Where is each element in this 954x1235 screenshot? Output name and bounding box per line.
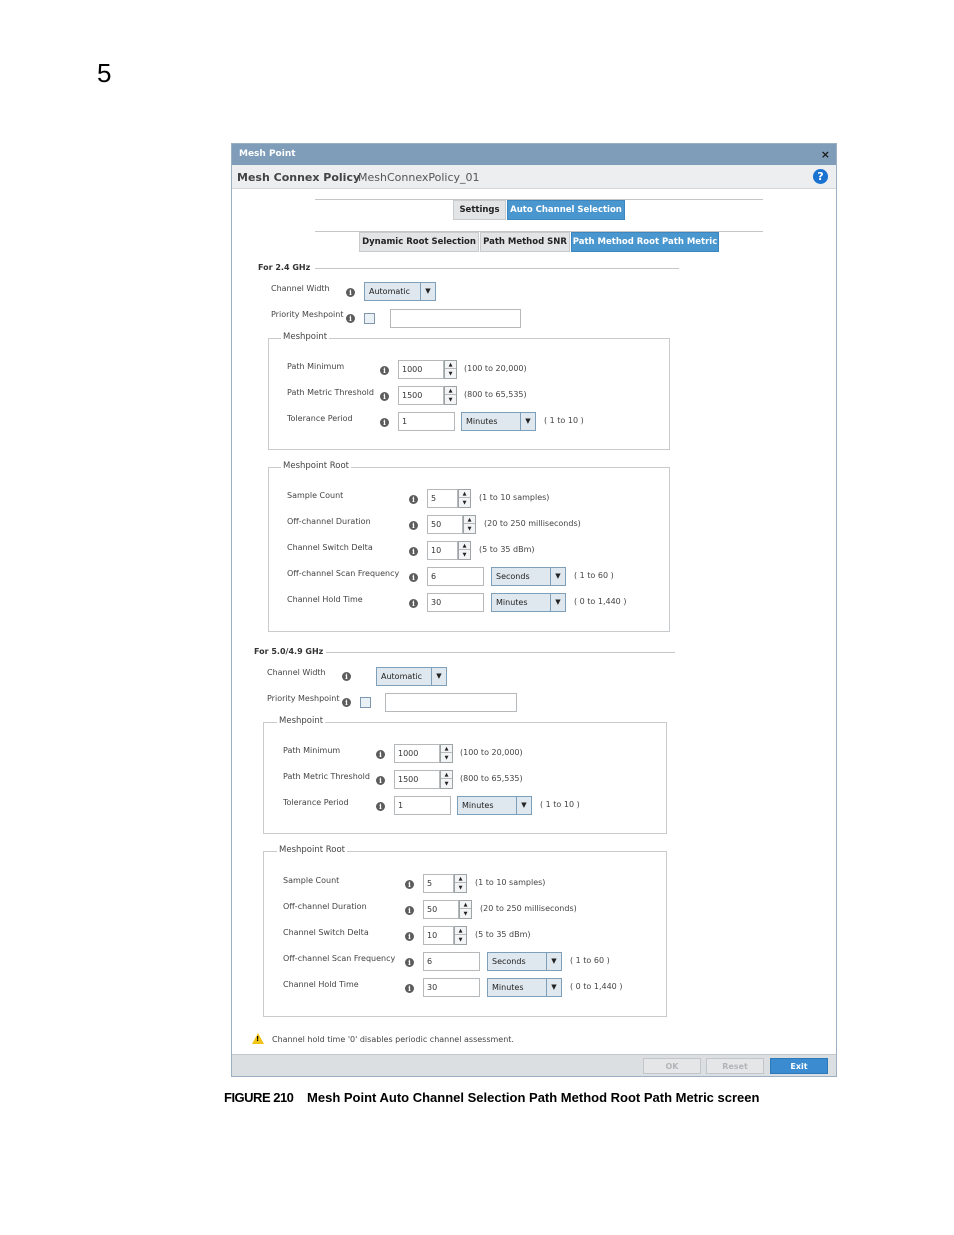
off-channel-scan-frequency-range: ( 1 to 60 ) xyxy=(570,956,610,965)
off-channel-scan-frequency-unit: Seconds xyxy=(492,957,526,966)
band-5-title: For 5.0/4.9 GHz xyxy=(254,647,324,656)
meshpoint-root-group-title: Meshpoint Root xyxy=(279,845,346,855)
info-icon[interactable]: i xyxy=(405,958,414,967)
info-icon[interactable]: i xyxy=(405,880,414,889)
off-channel-scan-frequency-unit-select[interactable] xyxy=(491,567,566,586)
band-24-title: For 2.4 GHz xyxy=(258,263,311,272)
sample-count-input[interactable]: 5 xyxy=(427,489,458,508)
info-icon[interactable]: i xyxy=(380,366,389,375)
help-icon[interactable]: ? xyxy=(813,169,828,184)
meshpoint-group-title: Meshpoint xyxy=(283,332,328,342)
channel-hold-time-range: ( 0 to 1,440 ) xyxy=(574,597,627,606)
priority-meshpoint-checkbox[interactable] xyxy=(360,697,371,708)
tolerance-period-unit-select[interactable] xyxy=(457,796,532,815)
ok-button[interactable]: OK xyxy=(643,1058,701,1074)
channel-width-select[interactable] xyxy=(364,282,436,301)
path-minimum-range: (100 to 20,000) xyxy=(464,364,527,373)
policy-label: Mesh Connex Policy xyxy=(237,171,361,184)
info-icon[interactable]: i xyxy=(376,776,385,785)
info-icon[interactable]: i xyxy=(342,698,351,707)
channel-hold-time-input[interactable]: 30 xyxy=(427,593,484,612)
info-icon[interactable]: i xyxy=(405,906,414,915)
info-icon[interactable]: i xyxy=(405,932,414,941)
dialog-title-bar xyxy=(232,144,836,165)
chevron-down-icon: ▼ xyxy=(546,979,561,996)
path-minimum-label: Path Minimum xyxy=(283,746,341,755)
sample-count-range: (1 to 10 samples) xyxy=(479,493,550,502)
spinner-arrows-icon[interactable]: ▲ ▼ xyxy=(440,770,453,789)
path-metric-threshold-range: (800 to 65,535) xyxy=(460,774,523,783)
info-icon[interactable]: i xyxy=(376,750,385,759)
tolerance-period-range: ( 1 to 10 ) xyxy=(544,416,584,425)
figure-number: FIGURE 210 xyxy=(224,1090,294,1105)
spinner-arrows-icon[interactable]: ▲ ▼ xyxy=(458,489,471,508)
path-minimum-input[interactable]: 1000 xyxy=(394,744,440,763)
channel-hold-time-label: Channel Hold Time xyxy=(287,595,363,604)
channel-switch-delta-input[interactable]: 10 xyxy=(427,541,458,560)
off-channel-duration-range: (20 to 250 milliseconds) xyxy=(480,904,577,913)
off-channel-scan-frequency-label: Off-channel Scan Frequency xyxy=(283,954,396,963)
priority-meshpoint-label: Priority Meshpoint xyxy=(267,694,340,703)
chevron-down-icon: ▼ xyxy=(520,413,535,430)
info-icon[interactable]: i xyxy=(346,288,355,297)
info-icon[interactable]: i xyxy=(376,802,385,811)
spinner-arrows-icon[interactable]: ▲ ▼ xyxy=(459,900,472,919)
tolerance-period-input[interactable]: 1 xyxy=(398,412,455,431)
tab-auto-channel-selection[interactable]: Auto Channel Selection xyxy=(507,200,625,220)
off-channel-duration-label: Off-channel Duration xyxy=(283,902,367,911)
off-channel-duration-input[interactable]: 50 xyxy=(427,515,463,534)
chevron-down-icon: ▼ xyxy=(516,797,531,814)
path-minimum-input[interactable]: 1000 xyxy=(398,360,444,379)
channel-hold-time-unit-select[interactable] xyxy=(491,593,566,612)
info-icon[interactable]: i xyxy=(346,314,355,323)
tolerance-period-label: Tolerance Period xyxy=(287,414,353,423)
spinner-arrows-icon[interactable]: ▲ ▼ xyxy=(458,541,471,560)
page-number: 5 xyxy=(97,58,112,88)
info-icon[interactable]: i xyxy=(409,573,418,582)
priority-meshpoint-label: Priority Meshpoint xyxy=(271,310,344,319)
dialog-footer xyxy=(232,1054,836,1076)
meshpoint-group-title: Meshpoint xyxy=(279,716,324,726)
info-icon[interactable]: i xyxy=(405,984,414,993)
path-metric-threshold-input[interactable]: 1500 xyxy=(394,770,440,789)
chevron-down-icon: ▼ xyxy=(431,668,446,685)
channel-hold-time-label: Channel Hold Time xyxy=(283,980,359,989)
tab-path-method-root-path-metric[interactable]: Path Method Root Path Metric xyxy=(571,232,719,252)
info-icon[interactable]: i xyxy=(409,547,418,556)
channel-hold-time-range: ( 0 to 1,440 ) xyxy=(570,982,623,991)
off-channel-scan-frequency-range: ( 1 to 60 ) xyxy=(574,571,614,580)
channel-switch-delta-range: (5 to 35 dBm) xyxy=(479,545,535,554)
channel-width-value: Automatic xyxy=(369,287,411,296)
sample-count-label: Sample Count xyxy=(283,876,340,885)
info-icon[interactable]: i xyxy=(409,521,418,530)
spinner-arrows-icon[interactable]: ▲ ▼ xyxy=(444,386,457,405)
chevron-down-icon: ▼ xyxy=(420,283,435,300)
channel-switch-delta-input[interactable]: 10 xyxy=(423,926,454,945)
channel-width-value: Automatic xyxy=(381,672,423,681)
exit-button[interactable]: Exit xyxy=(770,1058,828,1074)
path-minimum-range: (100 to 20,000) xyxy=(460,748,523,757)
channel-width-label: Channel Width xyxy=(271,284,330,293)
tab-dynamic-root-selection[interactable]: Dynamic Root Selection xyxy=(359,232,479,252)
priority-meshpoint-checkbox[interactable] xyxy=(364,313,375,324)
figure-caption-text: Mesh Point Auto Channel Selection Path Method Root Path Metric screen xyxy=(307,1090,760,1105)
spinner-arrows-icon[interactable]: ▲ ▼ xyxy=(444,360,457,379)
info-icon[interactable]: i xyxy=(409,495,418,504)
off-channel-scan-frequency-input[interactable]: 6 xyxy=(427,567,484,586)
sample-count-label: Sample Count xyxy=(287,491,344,500)
info-icon[interactable]: i xyxy=(380,418,389,427)
spinner-arrows-icon[interactable]: ▲ ▼ xyxy=(440,744,453,763)
policy-bar xyxy=(232,165,836,189)
dialog-title: Mesh Point xyxy=(239,149,296,159)
spinner-arrows-icon[interactable]: ▲ ▼ xyxy=(463,515,476,534)
off-channel-scan-frequency-unit-select[interactable] xyxy=(487,952,562,971)
spinner-arrows-icon[interactable]: ▲ ▼ xyxy=(454,874,467,893)
tolerance-period-unit-select[interactable] xyxy=(461,412,536,431)
path-metric-threshold-label: Path Metric Threshold xyxy=(283,772,370,781)
chevron-down-icon: ▼ xyxy=(546,953,561,970)
warning-message: Channel hold time '0' disables periodic channel assessment. xyxy=(272,1035,514,1044)
sample-count-range: (1 to 10 samples) xyxy=(475,878,546,887)
channel-width-label: Channel Width xyxy=(267,668,326,677)
chevron-down-icon: ▼ xyxy=(550,594,565,611)
channel-switch-delta-label: Channel Switch Delta xyxy=(283,928,369,937)
path-minimum-label: Path Minimum xyxy=(287,362,345,371)
path-metric-threshold-range: (800 to 65,535) xyxy=(464,390,527,399)
meshpoint-root-group-title: Meshpoint Root xyxy=(283,461,350,471)
tolerance-period-unit: Minutes xyxy=(462,801,494,810)
policy-value: MeshConnexPolicy_01 xyxy=(358,171,480,184)
figure-caption xyxy=(224,1090,759,1105)
channel-hold-time-unit: Minutes xyxy=(492,983,524,992)
reset-button[interactable]: Reset xyxy=(706,1058,764,1074)
channel-hold-time-input[interactable]: 30 xyxy=(423,978,480,997)
mesh-point-dialog xyxy=(231,143,837,1077)
info-icon[interactable]: i xyxy=(380,392,389,401)
channel-width-select[interactable] xyxy=(376,667,447,686)
tolerance-period-range: ( 1 to 10 ) xyxy=(540,800,580,809)
spinner-arrows-icon[interactable]: ▲ ▼ xyxy=(454,926,467,945)
path-metric-threshold-input[interactable]: 1500 xyxy=(398,386,444,405)
band-5-divider xyxy=(326,652,675,653)
priority-meshpoint-input[interactable] xyxy=(385,693,517,712)
priority-meshpoint-input[interactable] xyxy=(390,309,521,328)
sample-count-input[interactable]: 5 xyxy=(423,874,454,893)
off-channel-duration-label: Off-channel Duration xyxy=(287,517,371,526)
channel-hold-time-unit: Minutes xyxy=(496,598,528,607)
close-icon[interactable]: × xyxy=(820,148,830,161)
path-metric-threshold-label: Path Metric Threshold xyxy=(287,388,374,397)
tab-path-method-snr[interactable]: Path Method SNR xyxy=(480,232,570,252)
off-channel-scan-frequency-label: Off-channel Scan Frequency xyxy=(287,569,400,578)
band-24-divider xyxy=(315,268,679,269)
tolerance-period-input[interactable]: 1 xyxy=(394,796,451,815)
warning-icon: ! xyxy=(252,1033,264,1044)
off-channel-scan-frequency-input[interactable]: 6 xyxy=(423,952,480,971)
chevron-down-icon: ▼ xyxy=(550,568,565,585)
channel-switch-delta-label: Channel Switch Delta xyxy=(287,543,373,552)
tolerance-period-unit: Minutes xyxy=(466,417,498,426)
info-icon[interactable]: i xyxy=(409,599,418,608)
channel-switch-delta-range: (5 to 35 dBm) xyxy=(475,930,531,939)
tolerance-period-label: Tolerance Period xyxy=(283,798,349,807)
off-channel-duration-input[interactable]: 50 xyxy=(423,900,459,919)
info-icon[interactable]: i xyxy=(342,672,351,681)
off-channel-duration-range: (20 to 250 milliseconds) xyxy=(484,519,581,528)
tab-settings[interactable]: Settings xyxy=(453,200,506,220)
channel-hold-time-unit-select[interactable] xyxy=(487,978,562,997)
off-channel-scan-frequency-unit: Seconds xyxy=(496,572,530,581)
